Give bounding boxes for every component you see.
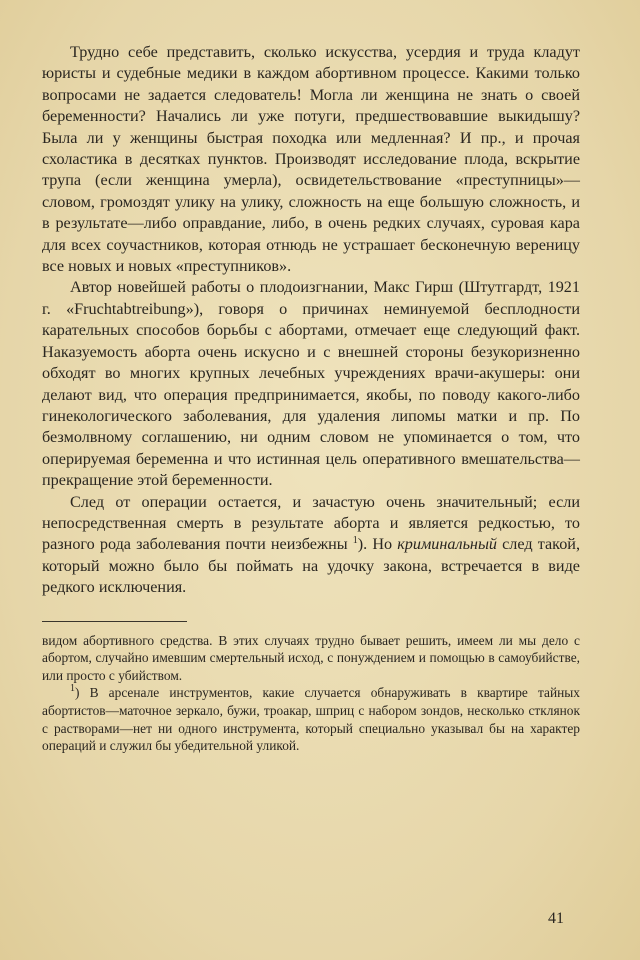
paragraph-3-end: след такой, который можно было бы поймать на удочку закона, встречается в виде редкого исключения. bbox=[42, 535, 580, 597]
footnote-reference: 1 bbox=[352, 535, 358, 547]
main-text bbox=[42, 42, 580, 599]
paragraph-2: Автор новейшей работы о плодоизгнании, Макс Гирш (Штутгардт, 1921 г. «Fruchtabtreibung»), говоря о причинах неминуемой бесплодности карательных способов борьбы с абортами, отмечает еще следующий факт. Наказуемость аборта очень искусно и с внешней стороны безукоризненно обходят во многих крупных лечебных учреждениях врачи-акушеры: они делают вид, что операция предпринимается, якобы, по поводу какого-либо гинекологического заболевания, для удаления липомы матки и пр. По безмолвному соглашению, ни одним словом не упоминается о том, что оперируемая беременна и что истинная цель оперативного вмешательства—прекращение этой беременности. bbox=[42, 278, 580, 490]
footnote-continuation: видом абортивного средства. В этих случаях трудно бывает решить, имеем ли мы дело с абортом, случайно имевшим смертельный исход, с понуждением и помощью в самоубийстве, или просто с убийством. bbox=[42, 632, 580, 683]
italic-word: криминальный bbox=[397, 535, 498, 554]
footnote-1-mark: 1 bbox=[70, 683, 75, 695]
book-page bbox=[42, 42, 580, 755]
paragraph-1: Трудно себе представить, сколько искусства, усердия и труда кладут юристы и судебные медики в каждом абортивном процессе. Какими только вопросами не задается следователь! Могла ли женщина не знать о своей беременности? Начались ли уже потуги, предшествовавшие выкидышу? Была ли у женщины быстрая походка или медленная? И пр., и прочая схоластика в десятках пунктов. Производят исследование плода, вскрытие трупа (если женщина умерла), освидетельствование «преступницы»— словом, громоздят улику на улику, сложность на еще большую сложность, и в результате—либо оправдание, либо, в очень редких случаях, суровая кара для всех соучастников, которая отнюдь не устрашает бесконечную вереницу все новых и новых «преступников». bbox=[42, 43, 580, 276]
paragraph-3 bbox=[42, 492, 580, 599]
paragraph-3-start: След от операции остается, и зачастую очень значительный; если непосредственная смерть в результате аборта и является редкостью, то разного рода заболевания почти неизбежны bbox=[42, 492, 580, 554]
footnote-divider bbox=[42, 621, 187, 622]
paragraph-3-mid: ). Но bbox=[357, 535, 398, 554]
page-number: 41 bbox=[548, 910, 564, 927]
footnote-1 bbox=[42, 684, 580, 754]
footnotes bbox=[42, 632, 580, 755]
footnote-1-text: ) В арсенале инструментов, какие случается обнаруживать в квартире тайных абортистов—маточное зеркало, бужи, троакар, шприц с набором зондов, несколько стклянок с растворами—нет ни одного инструмента, который специально указывал бы на характер операций и служил бы убедительной уликой. bbox=[42, 685, 580, 754]
